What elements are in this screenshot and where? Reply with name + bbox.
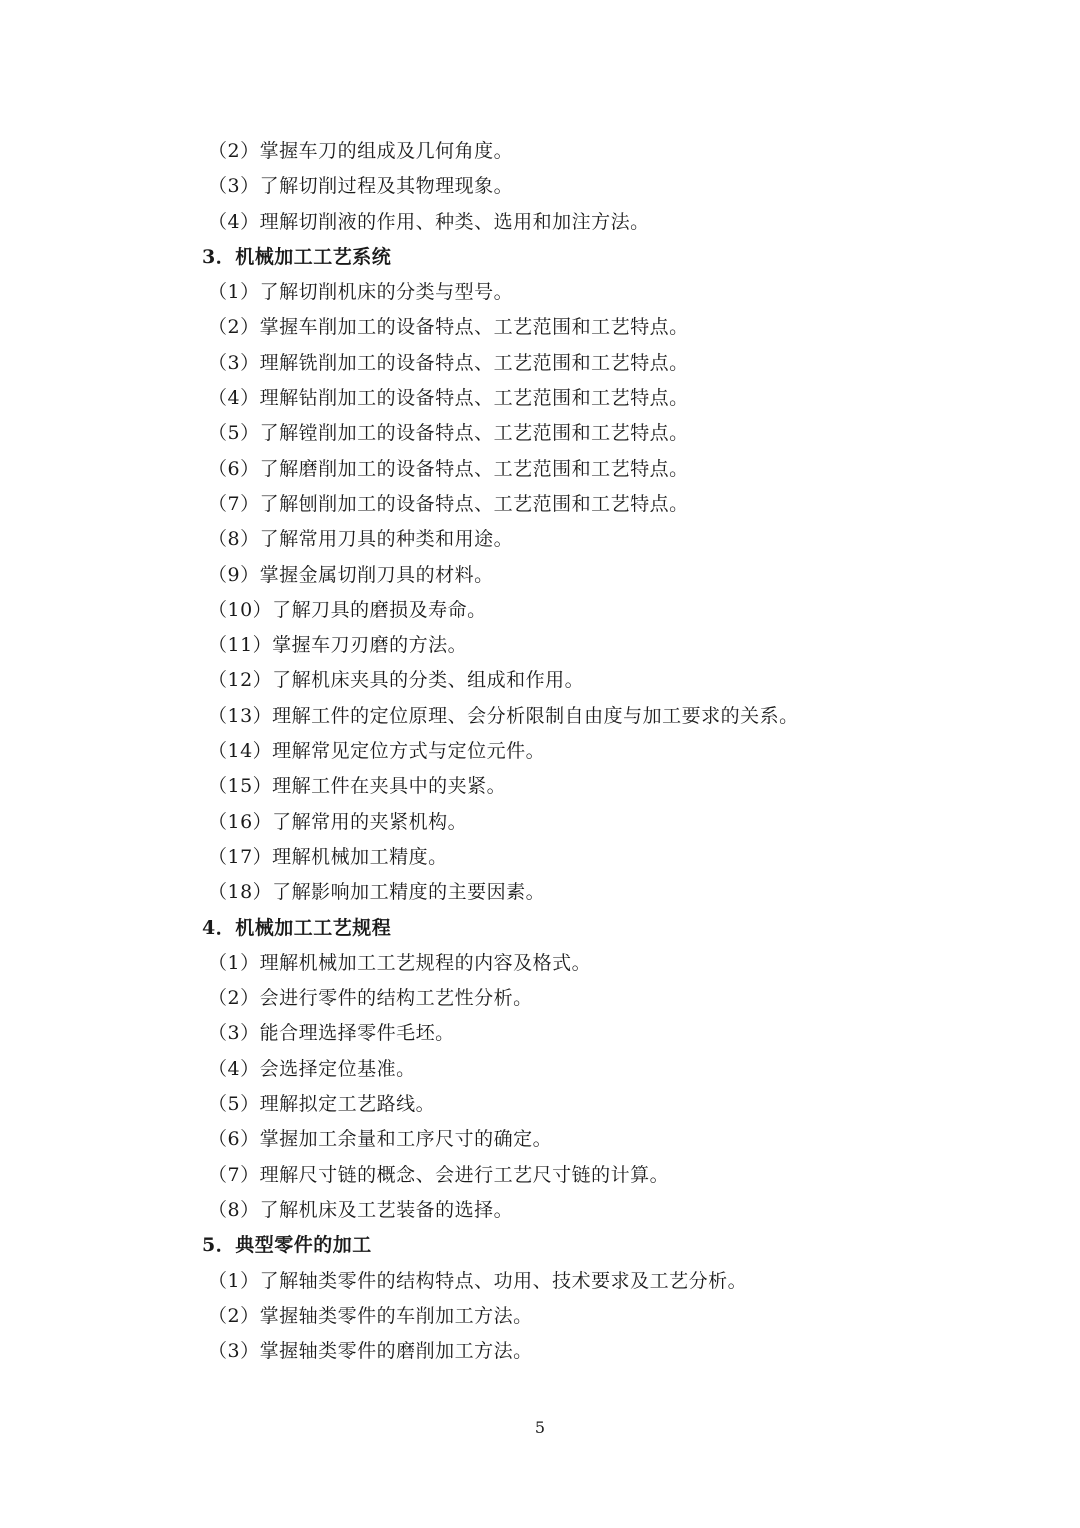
list-item: （2）掌握轴类零件的车削加工方法。 xyxy=(208,1304,533,1327)
list-item: （14）理解常见定位方式与定位元件。 xyxy=(208,740,546,763)
section-heading: 5．典型零件的加工 xyxy=(202,1234,372,1257)
list-item: （17）理解机械加工精度。 xyxy=(208,845,448,868)
list-item: （5）了解镗削加工的设备特点、工艺范围和工艺特点。 xyxy=(208,422,689,445)
list-item: （13）理解工件的定位原理、会分析限制自由度与加工要求的关系。 xyxy=(208,704,799,727)
section-heading: 3．机械加工工艺系统 xyxy=(202,245,392,268)
list-item: （4）理解切削液的作用、种类、选用和加注方法。 xyxy=(208,210,650,233)
list-item: （7）了解刨削加工的设备特点、工艺范围和工艺特点。 xyxy=(208,492,689,515)
list-item: （18）了解影响加工精度的主要因素。 xyxy=(208,881,546,904)
list-item: （6）了解磨削加工的设备特点、工艺范围和工艺特点。 xyxy=(208,457,689,480)
list-item: （8）了解常用刀具的种类和用途。 xyxy=(208,528,514,551)
list-item: （2）掌握车刀的组成及几何角度。 xyxy=(208,140,514,162)
page-number: 5 xyxy=(534,1418,546,1437)
list-item: （6）掌握加工余量和工序尺寸的确定。 xyxy=(208,1128,553,1151)
list-item: （4）理解钻削加工的设备特点、工艺范围和工艺特点。 xyxy=(208,387,689,410)
list-item: （1）了解切削机床的分类与型号。 xyxy=(208,281,514,304)
list-item: （9）掌握金属切削刀具的材料。 xyxy=(208,563,494,586)
list-item: （15）理解工件在夹具中的夹紧。 xyxy=(208,775,507,798)
list-item: （2）掌握车削加工的设备特点、工艺范围和工艺特点。 xyxy=(208,316,689,339)
list-item: （2）会进行零件的结构工艺性分析。 xyxy=(208,987,533,1010)
list-item: （3）掌握轴类零件的磨削加工方法。 xyxy=(208,1340,533,1363)
list-item: （3）理解铣削加工的设备特点、工艺范围和工艺特点。 xyxy=(208,351,689,374)
list-item: （7）理解尺寸链的概念、会进行工艺尺寸链的计算。 xyxy=(208,1163,670,1186)
list-item: （12）了解机床夹具的分类、组成和作用。 xyxy=(208,669,585,692)
list-item: （1）了解轴类零件的结构特点、功用、技术要求及工艺分析。 xyxy=(208,1269,748,1292)
list-item: （10）了解刀具的磨损及寿命。 xyxy=(208,598,487,621)
list-item: （3）了解切削过程及其物理现象。 xyxy=(208,175,514,198)
section-heading: 4．机械加工工艺规程 xyxy=(202,916,392,939)
list-item: （3）能合理选择零件毛坯。 xyxy=(208,1022,455,1045)
list-item: （4）会选择定位基准。 xyxy=(208,1057,416,1080)
list-item: （5）理解拟定工艺路线。 xyxy=(208,1093,436,1116)
list-item: （11）掌握车刀刃磨的方法。 xyxy=(208,634,468,657)
page-content xyxy=(202,134,902,1369)
list-item: （8）了解机床及工艺装备的选择。 xyxy=(208,1198,514,1221)
list-item: （16）了解常用的夹紧机构。 xyxy=(208,810,468,833)
list-item: （1）理解机械加工工艺规程的内容及格式。 xyxy=(208,951,592,974)
